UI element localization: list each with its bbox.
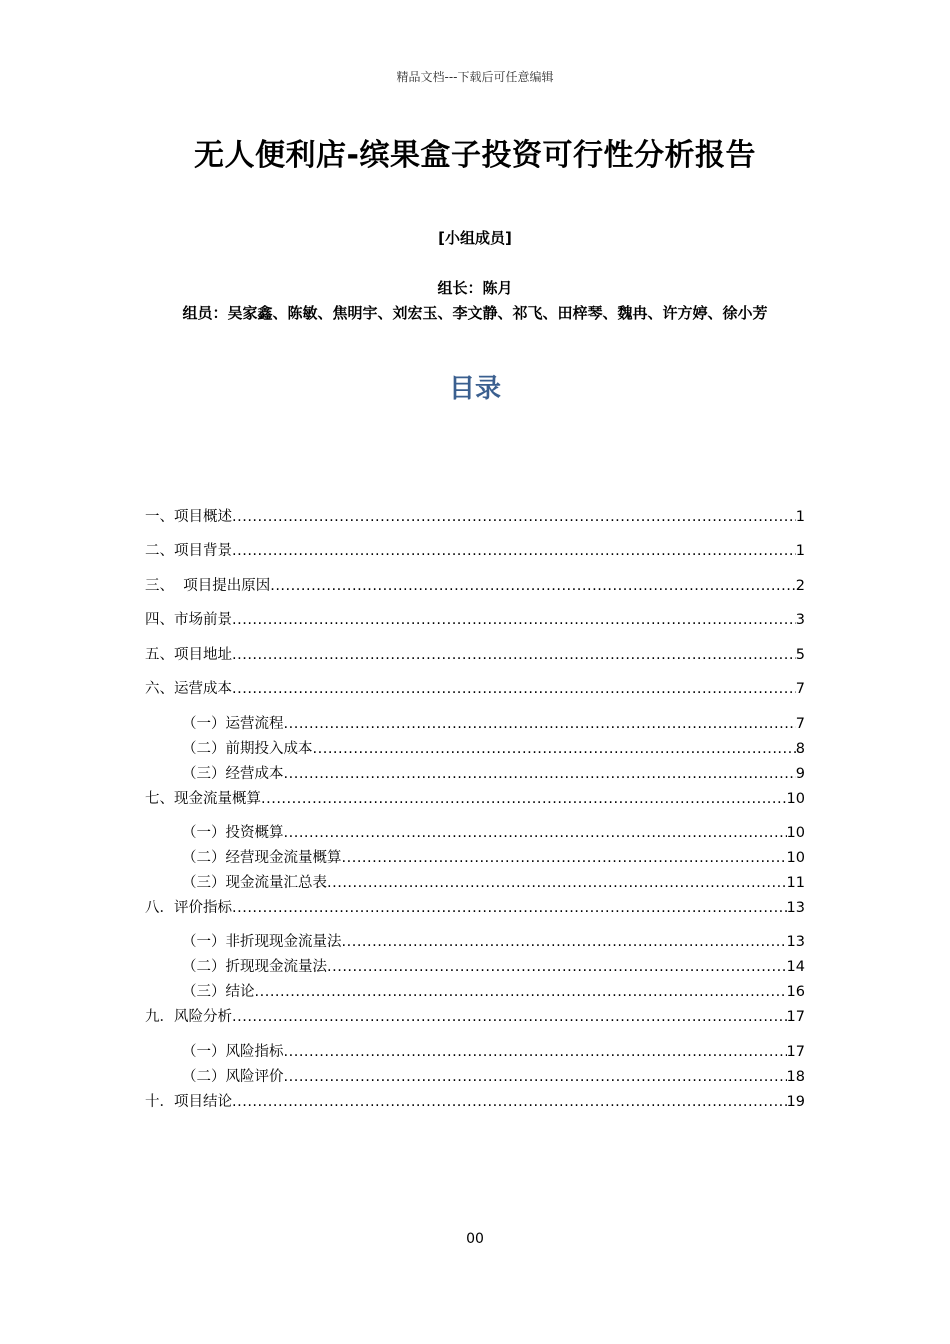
toc-entry-page: 18: [786, 1069, 805, 1085]
toc-entry-page: 1: [795, 543, 805, 559]
toc-subentry[interactable]: [182, 957, 805, 977]
toc-entry-page: 11: [786, 875, 805, 891]
toc-entry-page: 17: [786, 1009, 805, 1025]
toc-entry[interactable]: [145, 541, 805, 561]
toc-entry[interactable]: [145, 576, 805, 596]
toc-entry[interactable]: [145, 679, 805, 699]
toc-subentry[interactable]: [182, 982, 805, 1002]
toc-subentry[interactable]: [182, 739, 805, 759]
toc-entry[interactable]: [145, 1092, 805, 1112]
toc-subentry[interactable]: [182, 873, 805, 893]
toc-entry-label: （二）折现现金流量法: [182, 959, 327, 975]
toc-leader-dots: [284, 823, 787, 843]
toc-entry-page: 17: [786, 1044, 805, 1060]
toc-leader-dots: [284, 764, 796, 784]
document-title: 无人便利店-缤果盒子投资可行性分析报告: [194, 138, 756, 173]
toc-entry-page: 16: [786, 984, 805, 1000]
toc-entry-page: 7: [795, 681, 805, 697]
toc-entry-page: 1: [795, 509, 805, 525]
toc-subentry[interactable]: [182, 848, 805, 868]
toc-entry-label: （二）风险评价: [182, 1069, 284, 1085]
toc-entry-label: （一）投资概算: [182, 825, 284, 841]
toc-entry-label: 三、 项目提出原因: [145, 578, 271, 594]
toc-subentry[interactable]: [182, 714, 805, 734]
toc-entry-label: 七、现金流量概算: [145, 791, 261, 807]
toc-leader-dots: [232, 645, 796, 665]
toc-leader-dots: [232, 610, 796, 630]
toc-entry-label: 五、项目地址: [145, 647, 232, 663]
toc-leader-dots: [327, 873, 787, 893]
toc-leader-dots: [232, 507, 796, 527]
toc-entry-label: 一、项目概述: [145, 509, 232, 525]
toc-subentry[interactable]: [182, 932, 805, 952]
toc-entry-page: 10: [786, 850, 805, 866]
toc-subentry[interactable]: [182, 764, 805, 784]
toc-leader-dots: [255, 982, 787, 1002]
toc-entry-label: 八．评价指标: [145, 900, 232, 916]
toc-entry-label: （一）风险指标: [182, 1044, 284, 1060]
toc-entry[interactable]: [145, 789, 805, 809]
toc-entry-page: 13: [786, 900, 805, 916]
toc-entry-label: 六、运营成本: [145, 681, 232, 697]
toc-entry-page: 8: [795, 741, 805, 757]
toc-entry[interactable]: [145, 610, 805, 630]
toc-leader-dots: [327, 957, 787, 977]
toc-entry[interactable]: [145, 645, 805, 665]
toc-leader-dots: [232, 679, 796, 699]
toc-title: 目录: [448, 374, 501, 404]
toc-entry-label: 二、项目背景: [145, 543, 232, 559]
toc-entry-label: （三）结论: [182, 984, 255, 1000]
toc-entry-page: 3: [795, 612, 805, 628]
toc-leader-dots: [232, 1092, 787, 1112]
members-heading: [小组成员]: [438, 229, 512, 247]
toc-leader-dots: [232, 541, 796, 561]
toc-entry-label: 十．项目结论: [145, 1094, 232, 1110]
toc-entry-page: 13: [786, 934, 805, 950]
toc-entry-page: 2: [795, 578, 805, 594]
toc-entry-page: 10: [786, 825, 805, 841]
header-note: 精品文档---下载后可任意编辑: [396, 70, 554, 84]
toc-entry[interactable]: [145, 1007, 805, 1027]
toc-entry-page: 14: [786, 959, 805, 975]
toc-entry-label: 九．风险分析: [145, 1009, 232, 1025]
page-number: 00: [466, 1231, 484, 1247]
toc-leader-dots: [261, 789, 787, 809]
toc-leader-dots: [342, 848, 787, 868]
toc-subentry[interactable]: [182, 1067, 805, 1087]
toc-subentry[interactable]: [182, 823, 805, 843]
toc-entry-label: （三）经营成本: [182, 766, 284, 782]
toc-leader-dots: [284, 714, 796, 734]
toc-leader-dots: [342, 932, 787, 952]
team-leader: 组长：陈月: [437, 279, 513, 297]
toc-leader-dots: [232, 898, 787, 918]
toc-entry-page: 9: [795, 766, 805, 782]
toc-entry-page: 5: [795, 647, 805, 663]
toc-leader-dots: [232, 1007, 787, 1027]
team-members: 组员：吴家鑫、陈敏、焦明宇、刘宏玉、李文静、祁飞、田梓琴、魏冉、许方婷、徐小芳: [182, 304, 768, 322]
toc-entry-page: 7: [795, 716, 805, 732]
toc-entry[interactable]: [145, 898, 805, 918]
toc-entry-label: （二）前期投入成本: [182, 741, 313, 757]
toc-entry-label: （一）非折现现金流量法: [182, 934, 342, 950]
toc-leader-dots: [270, 576, 796, 596]
toc-entry-label: 四、市场前景: [145, 612, 232, 628]
toc-leader-dots: [284, 1067, 787, 1087]
toc-entry-page: 19: [786, 1094, 805, 1110]
toc-entry[interactable]: [145, 507, 805, 527]
toc-entry-page: 10: [786, 791, 805, 807]
toc-entry-label: （二）经营现金流量概算: [182, 850, 342, 866]
toc-leader-dots: [313, 739, 796, 759]
toc-leader-dots: [284, 1042, 787, 1062]
toc-entry-label: （三）现金流量汇总表: [182, 875, 327, 891]
toc-entry-label: （一）运营流程: [182, 716, 284, 732]
toc-subentry[interactable]: [182, 1042, 805, 1062]
